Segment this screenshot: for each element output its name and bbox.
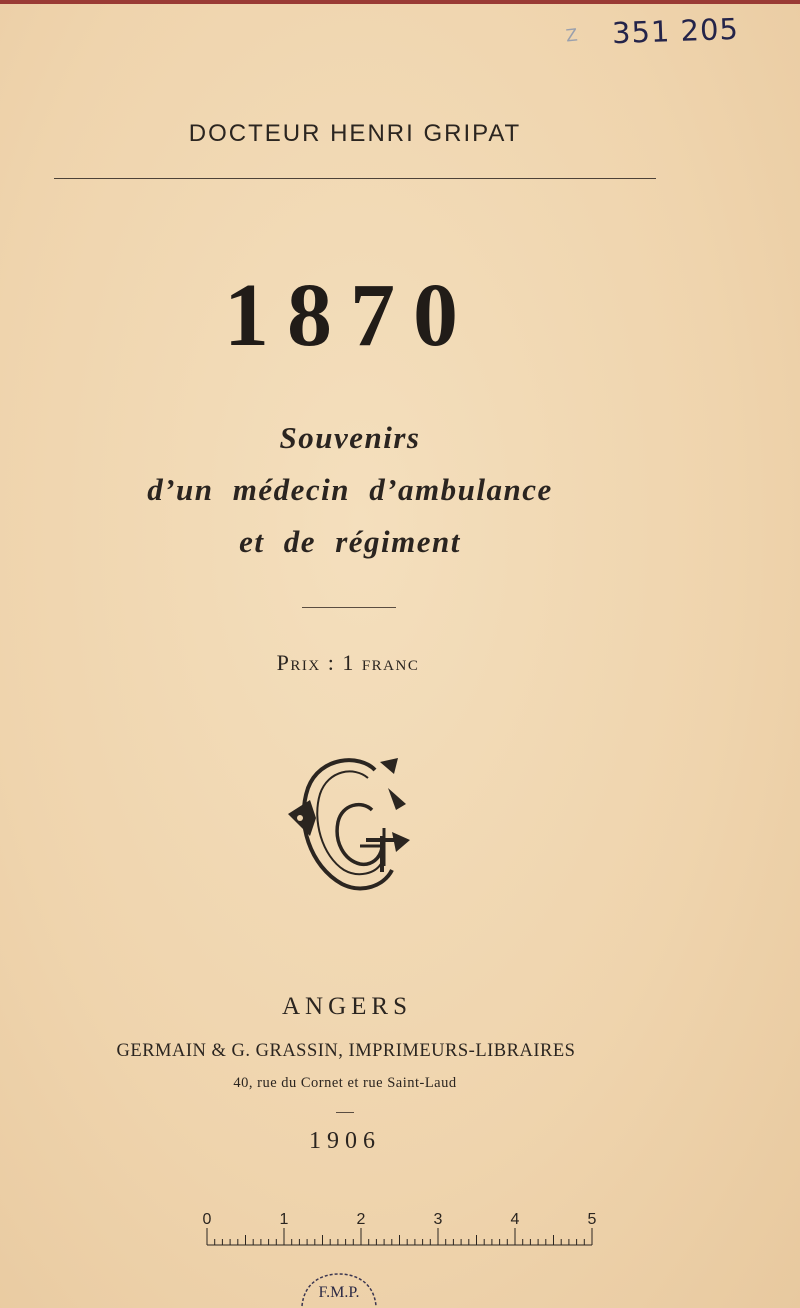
subtitle-divider <box>302 607 396 608</box>
publisher-monogram-icon <box>280 748 415 898</box>
imprint-publisher: GERMAIN & G. GRASSIN, IMPRIMEURS-LIBRAIRES <box>116 1041 576 1061</box>
title-divider <box>54 178 656 179</box>
subtitle-line-3: et de régiment <box>239 524 461 559</box>
scale-label-3: 3 <box>433 1211 443 1228</box>
imprint-address: 40, rue du Cornet et rue Saint-Laud <box>233 1075 457 1091</box>
imprint-city: ANGERS <box>281 993 412 1020</box>
scale-label-4: 4 <box>510 1211 520 1228</box>
scale-bar <box>200 1208 600 1252</box>
subtitle-line-1: Souvenirs <box>279 420 421 455</box>
scale-ticks <box>207 1228 592 1245</box>
imprint-divider <box>336 1112 354 1113</box>
stamp-text: F.M.P. <box>318 1284 360 1301</box>
shelf-mark-prefix: Z <box>564 25 579 47</box>
scale-label-0: 0 <box>202 1211 212 1228</box>
scale-label-1: 1 <box>279 1211 289 1228</box>
scale-label-5: 5 <box>587 1211 597 1228</box>
price-text: Prix : 1 franc <box>276 650 420 675</box>
library-stamp <box>294 1266 384 1308</box>
scale-label-2: 2 <box>356 1211 366 1228</box>
page-top-edge <box>0 0 800 4</box>
publication-year: 1906 <box>309 1128 381 1154</box>
subtitle-line-2: d’un médecin d’ambulance <box>147 472 553 507</box>
shelf-mark-number: 351 205 <box>611 11 740 51</box>
page-title: 1870 <box>224 266 476 365</box>
author-name: DOCTEUR HENRI GRIPAT <box>188 120 522 147</box>
